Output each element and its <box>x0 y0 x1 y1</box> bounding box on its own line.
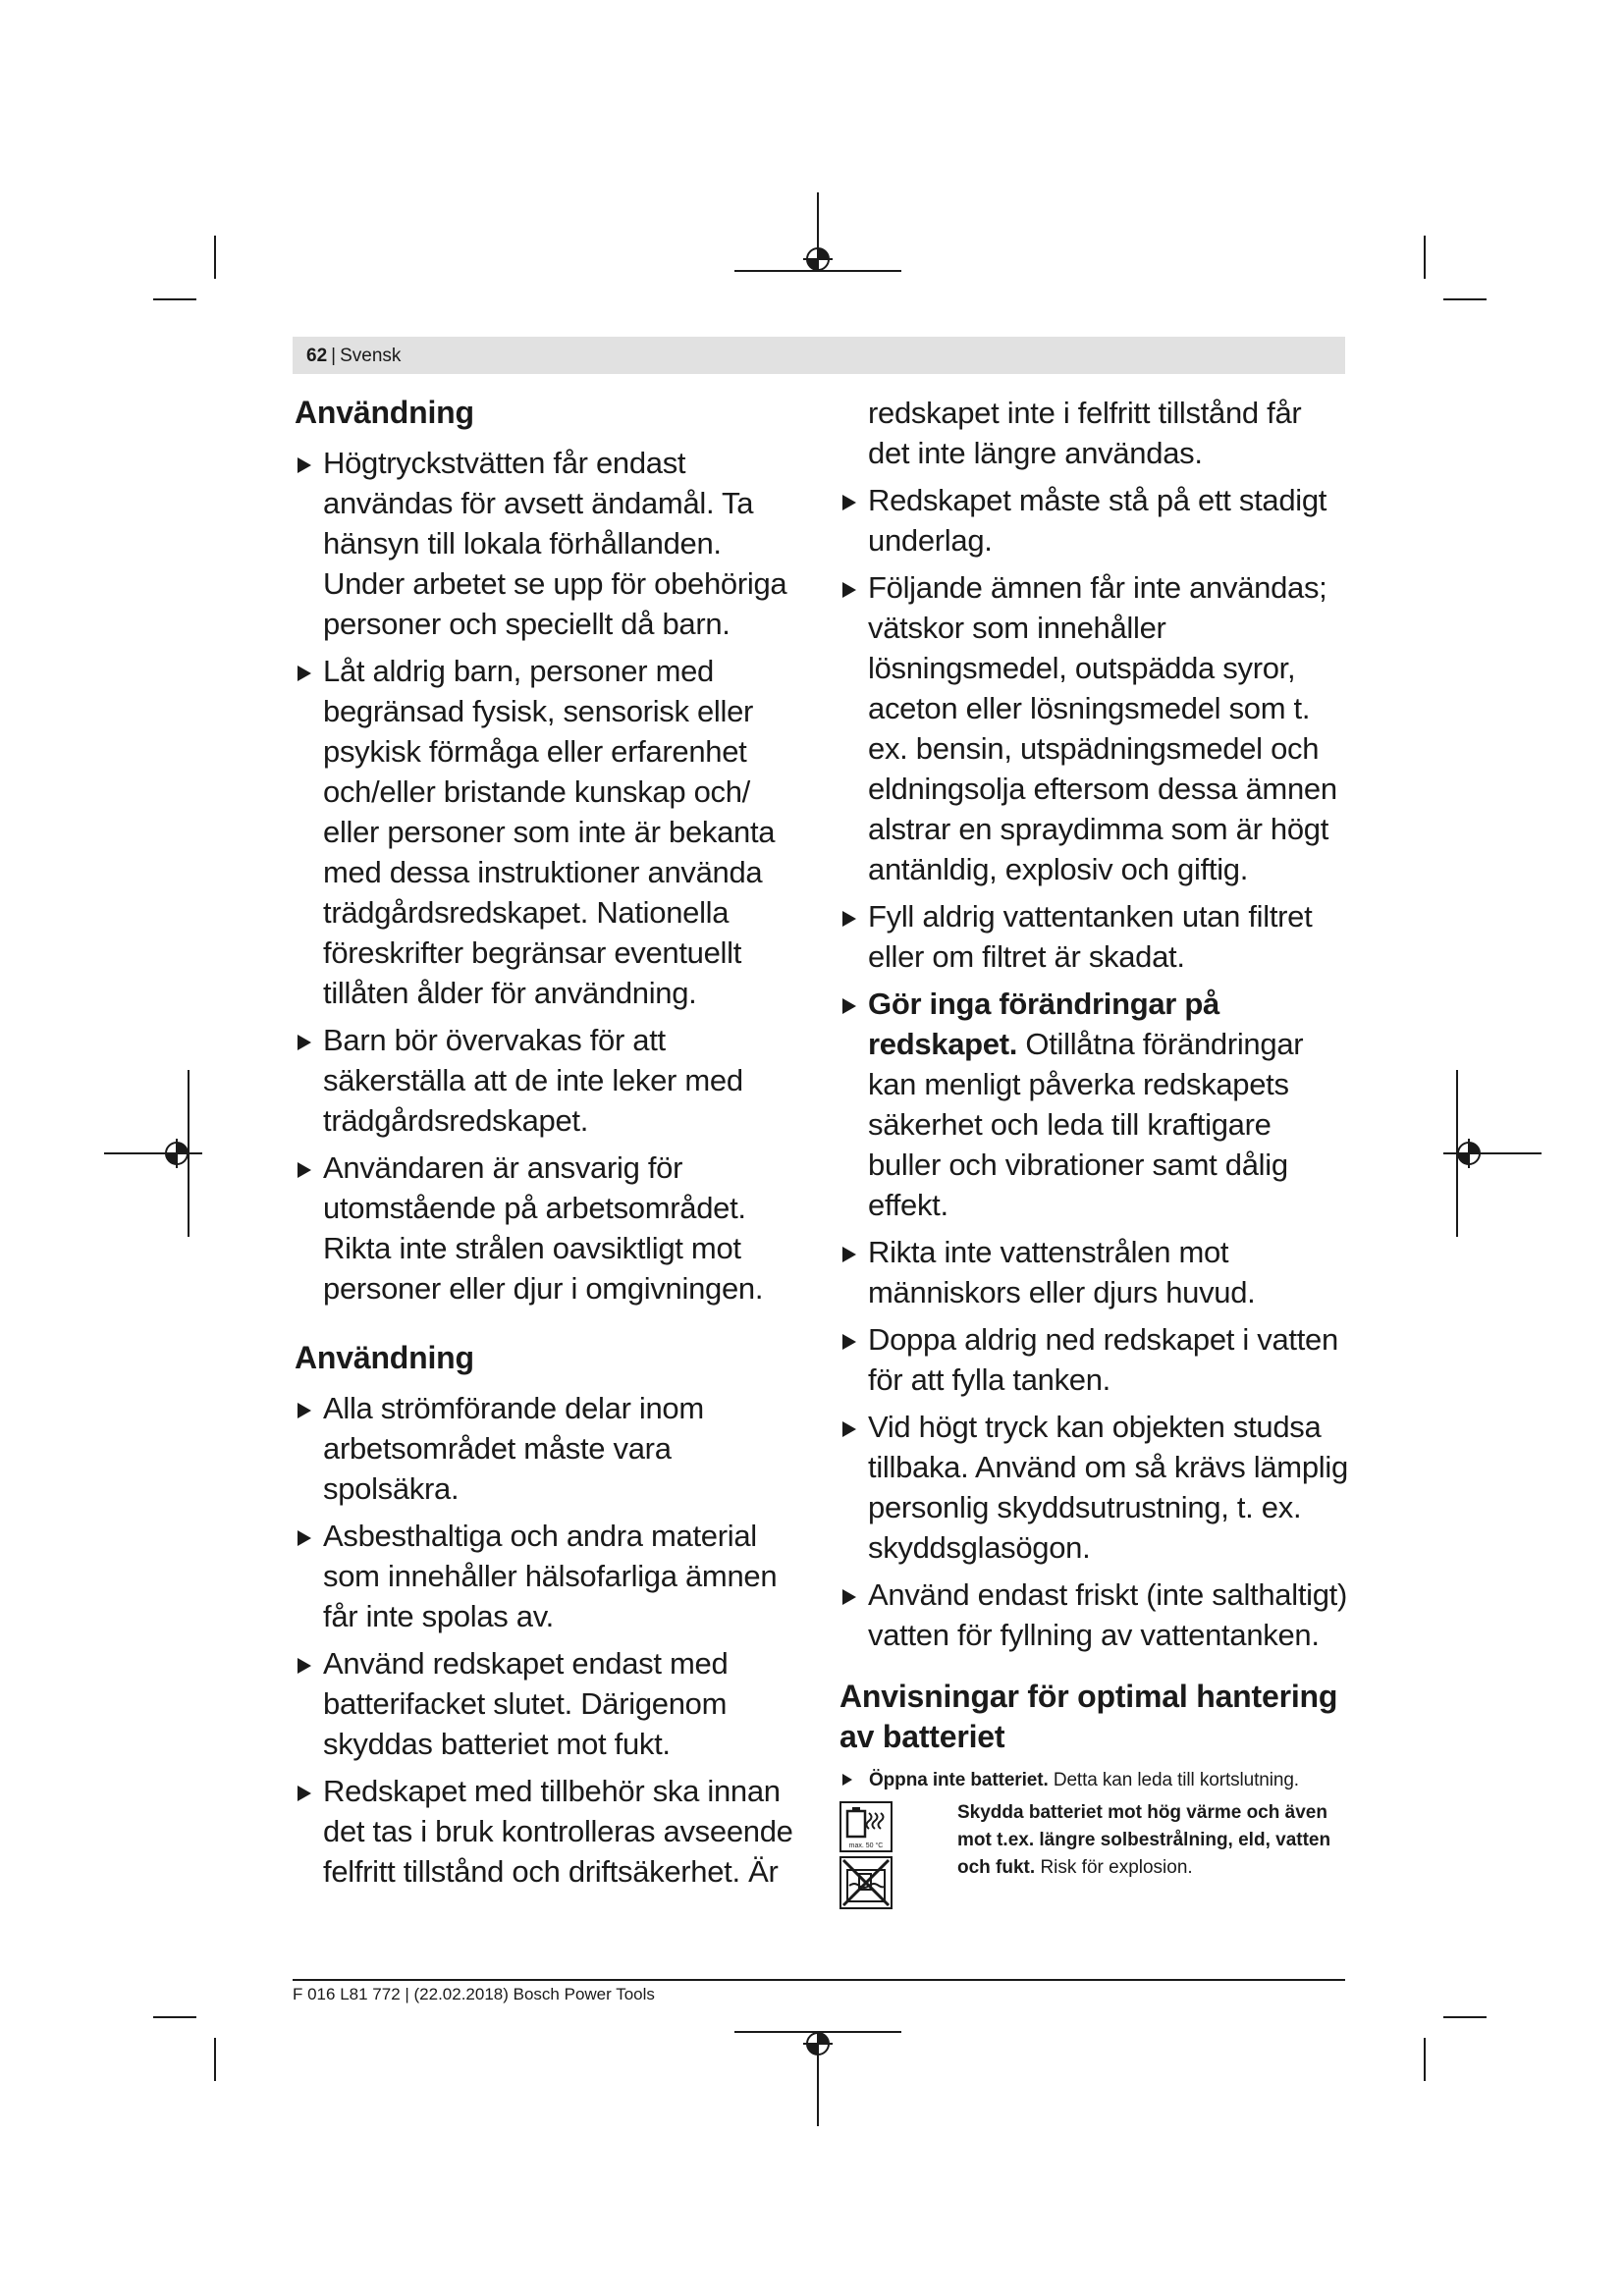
header-separator: | <box>331 346 337 366</box>
crop-mark-top-right-horizontal <box>1443 298 1487 300</box>
bullet-triangle-icon <box>842 911 856 927</box>
right-column <box>839 393 1350 1927</box>
section-heading-usage-1: Användning <box>295 395 474 430</box>
crop-mark-bottom-right-horizontal <box>1443 2016 1487 2018</box>
battery-protection-block <box>839 1799 1350 1927</box>
left-column <box>295 393 805 1898</box>
list-item: Gör inga förändringar på redskapet. Otillåtna förändringar kan menligt påverka redskapets säkerhet och leda till kraftigare buller och vibrationer samt dålig effekt. <box>839 984 1350 1225</box>
list-item: Följande ämnen får inte användas; vätskor som innehåller lösningsmedel, outspädda syror, aceton eller lösningsmedel som t. ex. bensin, utspädningsmedel och eldningsolja eftersom dessa ämnen alstrar en spraydimma som är högt antänldig, explosiv och giftig. <box>839 567 1350 889</box>
no-water-immersion-icon <box>839 1856 893 1909</box>
emphasis-text: Gör inga förändringar på redskapet. <box>868 987 1219 1061</box>
bullet-triangle-icon <box>298 1786 311 1801</box>
bullet-triangle-icon <box>842 1589 856 1605</box>
list-item: Asbesthaltiga och andra material som innehåller hälsofarliga ämnen får inte spolas av. <box>295 1516 805 1636</box>
battery-heat-icon <box>839 1801 893 1852</box>
bullet-triangle-icon <box>842 1334 856 1350</box>
continued-paragraph: redskapet inte i felfritt tillstånd får det inte längre användas. <box>868 396 1302 470</box>
list-item: Barn bör övervakas för att säkerställa att de inte leker med trädgårdsredskapet. <box>295 1020 805 1141</box>
bullet-triangle-icon <box>842 1247 856 1262</box>
bullet-triangle-icon <box>298 1530 311 1546</box>
list-item: Högtryckstvätten får endast användas för avsett ändamål. Ta hänsyn till lokala förhållanden. Under arbetet se upp för obehöriga personer och speciellt då barn. <box>295 443 805 644</box>
page-header <box>306 346 401 367</box>
footer-rule <box>293 1979 1345 1981</box>
bullet-triangle-icon <box>298 457 311 473</box>
crop-mark-top-left-horizontal <box>153 298 196 300</box>
bullet-triangle-icon <box>842 495 856 510</box>
crop-mark-bottom-left-horizontal <box>153 2016 196 2018</box>
crop-mark-bottom-left-vertical <box>214 2038 216 2081</box>
battery-warning-item: Öppna inte batteriet. Detta kan leda till kortslutning. <box>839 1767 1350 1793</box>
registration-mark-bottom-icon <box>734 2022 901 2130</box>
crop-mark-bottom-right-vertical <box>1424 2038 1426 2081</box>
crop-mark-top-left-vertical <box>214 236 216 279</box>
list-item: Låt aldrig barn, personer med begränsad fysisk, sensorisk eller psykisk förmåga eller erfarenhet och/eller bristande kunskap och/ eller personer som inte är bekanta med dessa instruktioner använda trädgårdsredskapet. Nationella föreskrifter begränsar eventuellt tillåten ålder för användning. <box>295 651 805 1013</box>
page-header-band <box>293 337 1345 374</box>
bullet-triangle-icon <box>298 1162 311 1178</box>
header-language: Svensk <box>340 346 402 366</box>
list-item: Redskapet med tillbehör ska innan det tas i bruk kontrolleras avseende felfritt tillstånd och driftsäkerhet. Är <box>295 1771 805 1892</box>
bullet-triangle-icon <box>298 1403 311 1418</box>
battery-icons <box>839 1801 894 1909</box>
list-item: Alla strömförande delar inom arbetsområdet måste vara spolsäkra. <box>295 1388 805 1509</box>
bullet-triangle-icon <box>842 998 856 1014</box>
battery-protection-text: Skydda batteriet mot hög värme och även mot t.ex. längre solbestrålning, eld, vatten och fukt. Risk för explosion. <box>957 1802 1331 1878</box>
list-item: Redskapet måste stå på ett stadigt underlag. <box>839 480 1350 561</box>
bullet-triangle-icon <box>298 666 311 681</box>
list-item: Fyll aldrig vattentanken utan filtret eller om filtret är skadat. <box>839 896 1350 977</box>
temperature-label: max. 50 °C <box>848 1842 884 1849</box>
list-item: Doppa aldrig ned redskapet i vatten för att fylla tanken. <box>839 1319 1350 1400</box>
list-item: Användaren är ansvarig för utomstående på arbetsområdet. Rikta inte strålen oavsiktligt mot personer eller djur i omgivningen. <box>295 1148 805 1308</box>
section-heading-usage-2: Användning <box>295 1340 474 1375</box>
bullet-triangle-icon <box>842 1421 856 1437</box>
section-heading-battery: Anvisningar för optimal hantering av batteriet <box>839 1679 1338 1754</box>
bullet-triangle-icon <box>298 1658 311 1674</box>
registration-mark-right-icon <box>1434 1070 1542 1237</box>
footer-text: F 016 L81 772 | (22.02.2018) Bosch Power Tools <box>293 1985 655 2003</box>
list-item: Vid högt tryck kan objekten studsa tillbaka. Använd om så krävs lämplig personlig skyddsutrustning, t. ex. skyddsglasögon. <box>839 1407 1350 1568</box>
bullet-triangle-icon <box>842 582 856 598</box>
crop-mark-top-right-vertical <box>1424 236 1426 279</box>
list-item: Använd endast friskt (inte salthaltigt) vatten för fyllning av vattentanken. <box>839 1575 1350 1655</box>
registration-mark-left-icon <box>104 1070 212 1237</box>
bullet-triangle-icon <box>842 1774 852 1786</box>
list-item: Använd redskapet endast med batterifacket slutet. Därigenom skyddas batteriet mot fukt. <box>295 1643 805 1764</box>
registration-mark-top-icon <box>734 192 901 281</box>
page-number: 62 <box>306 346 328 366</box>
bullet-triangle-icon <box>298 1035 311 1050</box>
list-item: Rikta inte vattenstrålen mot människors eller djurs huvud. <box>839 1232 1350 1312</box>
